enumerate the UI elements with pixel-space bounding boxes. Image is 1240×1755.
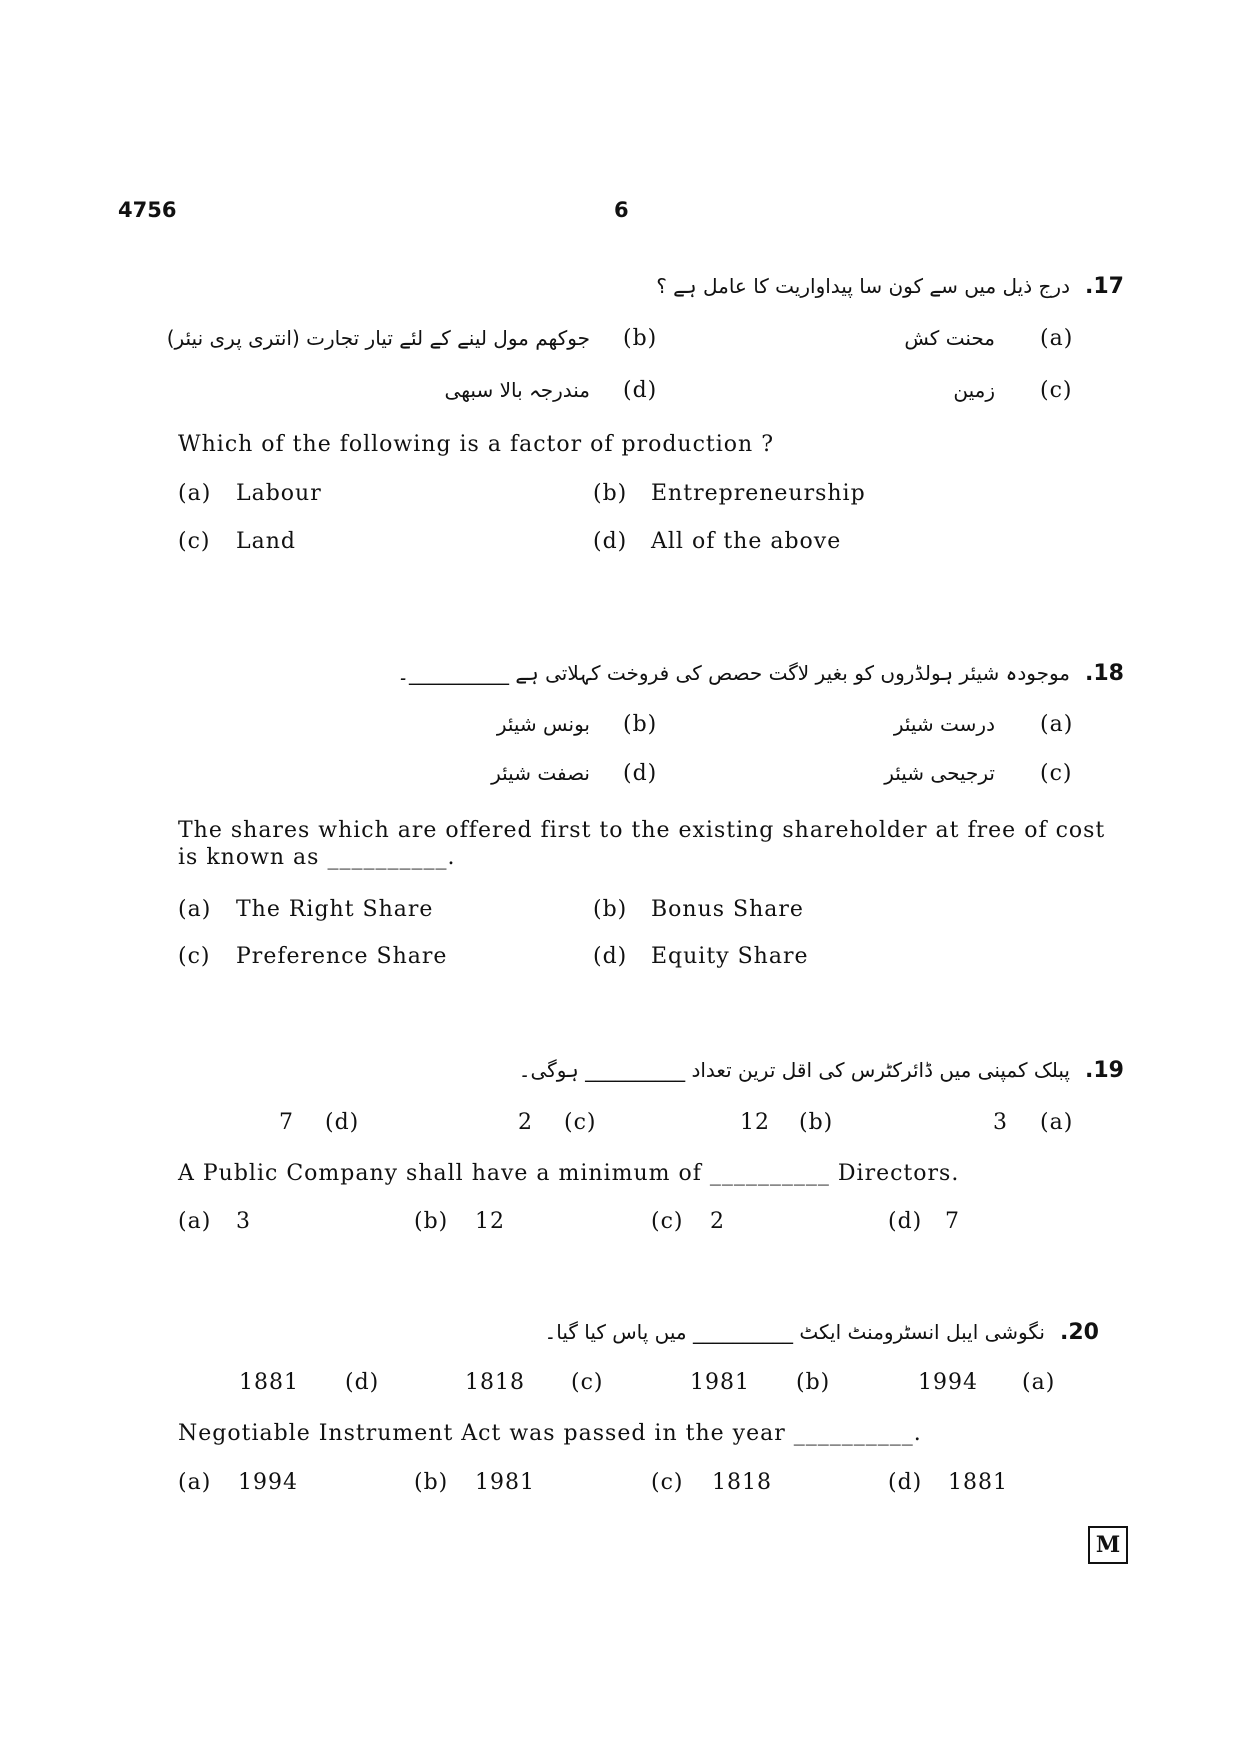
english-option-text: 7 [945,1209,960,1234]
english-option-text: 3 [236,1209,251,1234]
english-option-text: Bonus Share [651,897,804,922]
urdu-stem: نگوشی ایبل انسٹرومنٹ ایکٹ __________ میں پاس کیا گیا۔ [544,1320,1045,1344]
english-option-label: (d) [888,1470,923,1495]
english-option-label: (b) [414,1470,449,1495]
english-option-text: Land [236,529,296,554]
urdu-option-text: 1981 [690,1370,750,1395]
english-option-label: (a) [178,1470,212,1495]
urdu-stem: درج ذیل میں سے کون سا پیداواریت کا عامل ہے ؟ [656,274,1070,298]
english-stem-line: The shares which are offered first to the existing shareholder at free of cost [178,818,1106,843]
question-number: .18 [1085,661,1124,686]
urdu-option-label: (d) [345,1370,380,1395]
english-option-text: 1881 [948,1470,1008,1495]
urdu-stem: پبلک کمپنی میں ڈائرکٹرس کی اقل ترین تعداد __________ ہوگی۔ [518,1058,1070,1082]
urdu-option-text: جوکھم مول لینے کے لئے تیار تجارت (انتری پری نیئر) [166,326,590,350]
english-option-label: (a) [178,481,212,506]
english-option-text: Equity Share [651,944,809,969]
urdu-option-label: (b) [796,1370,831,1395]
english-option-label: (d) [593,529,628,554]
urdu-option-label: (a) [1040,1110,1074,1135]
urdu-option-label: (b) [623,712,658,737]
english-option-label: (c) [651,1209,684,1234]
english-option-label: (c) [178,529,211,554]
urdu-option-text: بونس شیئر [496,712,590,736]
english-option-text: The Right Share [236,897,434,922]
english-option-text: Entrepreneurship [651,481,866,506]
english-stem-line: is known as __________. [178,845,456,870]
english-option-text: 1981 [475,1470,535,1495]
english-option-label: (a) [178,1209,212,1234]
urdu-option-text: 1881 [239,1370,299,1395]
urdu-stem: موجودہ شیئر ہولڈروں کو بغیر لاگت حصص کی فروخت کہلاتی ہے __________۔ [397,661,1070,685]
english-option-label: (b) [414,1209,449,1234]
urdu-option-label: (d) [325,1110,360,1135]
urdu-option-text: مندرجہ بالا سبھی [444,378,590,402]
english-option-text: All of the above [651,529,842,554]
english-option-label: (a) [178,897,212,922]
urdu-option-label: (c) [1040,761,1073,786]
urdu-option-text: نصفت شیئر [491,761,590,785]
urdu-option-text: 1818 [465,1370,525,1395]
medium-mark-box: M [1088,1526,1128,1564]
urdu-option-text: 12 [740,1110,770,1135]
urdu-option-text: 1994 [918,1370,978,1395]
english-option-text: Preference Share [236,944,448,969]
page-number: 6 [614,198,629,222]
urdu-option-text: ترجیحی شیئر [884,761,995,785]
urdu-option-label: (b) [623,326,658,351]
english-stem: A Public Company shall have a minimum of __________ Directors. [178,1161,960,1186]
english-option-label: (c) [178,944,211,969]
urdu-option-text: محنت کش [904,326,995,350]
english-option-label: (d) [593,944,628,969]
english-option-text: 12 [475,1209,505,1234]
english-stem: Which of the following is a factor of production ? [178,432,775,457]
english-option-label: (b) [593,481,628,506]
urdu-option-text: زمین [953,378,995,402]
urdu-option-label: (d) [623,378,658,403]
urdu-option-label: (c) [571,1370,604,1395]
urdu-option-label: (c) [564,1110,597,1135]
english-option-text: Labour [236,481,322,506]
english-option-text: 1994 [238,1470,298,1495]
question-number: .20 [1060,1320,1099,1345]
urdu-option-label: (a) [1022,1370,1056,1395]
urdu-option-label: (a) [1040,326,1074,351]
urdu-option-label: (c) [1040,378,1073,403]
urdu-option-label: (d) [623,761,658,786]
english-option-label: (d) [888,1209,923,1234]
english-option-text: 1818 [712,1470,772,1495]
question-number: .17 [1085,274,1124,299]
urdu-option-text: 3 [993,1110,1008,1135]
paper-code: 4756 [118,198,177,222]
urdu-option-label: (b) [799,1110,834,1135]
question-number: .19 [1085,1058,1124,1083]
english-stem: Negotiable Instrument Act was passed in the year __________. [178,1421,922,1446]
urdu-option-label: (a) [1040,712,1074,737]
english-option-label: (c) [651,1470,684,1495]
english-option-label: (b) [593,897,628,922]
urdu-option-text: 7 [279,1110,294,1135]
urdu-option-text: 2 [518,1110,533,1135]
urdu-option-text: درست شیئر [893,712,995,736]
english-option-text: 2 [710,1209,725,1234]
